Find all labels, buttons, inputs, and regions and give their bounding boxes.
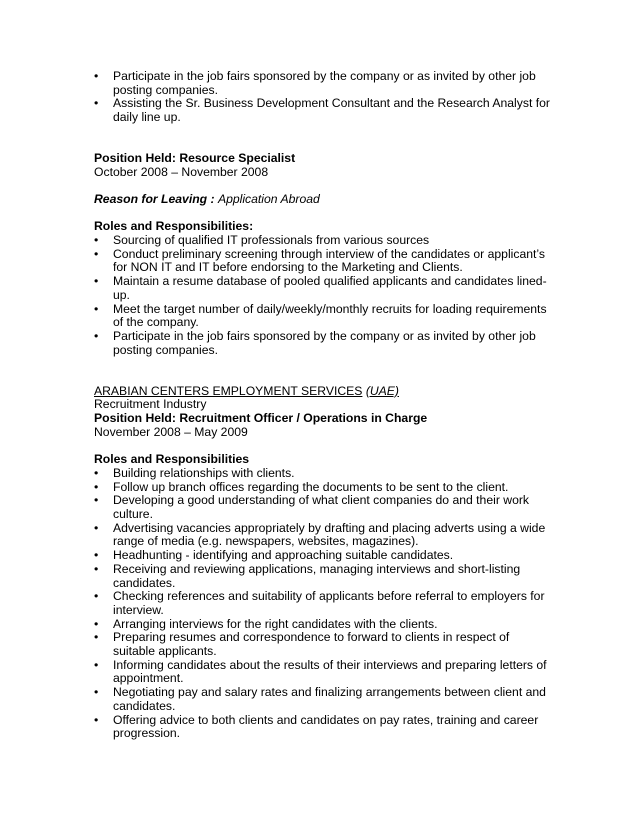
company-location: (UAE) (365, 383, 399, 398)
list-item: • Participate in the job fairs sponsored by the company or as invited by other job posting companies. (94, 70, 554, 97)
list-item: • Assisting the Sr. Business Development Consultant and the Research Analyst for daily line up. (94, 97, 554, 124)
resume-page (94, 70, 554, 741)
list-item: • Advertising vacancies appropriately by drafting and placing adverts using a wide range of media (e.g. newspapers, websites, magazines). (94, 522, 554, 549)
list-item: • Maintain a resume database of pooled qualified applicants and candidates lined-up. (94, 275, 554, 302)
list-item: • Participate in the job fairs sponsored by the company or as invited by other job posting companies. (94, 330, 554, 357)
industry: Recruitment Industry (94, 397, 207, 412)
list-item: • Informing candidates about the results of their interviews and preparing letters of appointment. (94, 659, 554, 686)
list-item: • Headhunting - identifying and approaching suitable candidates. (94, 549, 554, 563)
list-item: • Conduct preliminary screening through interview of the candidates or applicant’s for NON IT and IT before endorsing to the Marketing and Clients. (94, 248, 554, 275)
reason-for-leaving (94, 193, 554, 207)
list-item: • Receiving and reviewing applications, managing interviews and short-listing candidates. (94, 563, 554, 590)
roles-heading: Roles and Responsibilities: (94, 219, 254, 234)
list-item: • Follow up branch offices regarding the documents to be sent to the client. (94, 481, 554, 495)
employment-dates: October 2008 – November 2008 (94, 164, 269, 179)
company-line (94, 385, 554, 399)
list-item: • Arranging interviews for the right candidates with the clients. (94, 618, 554, 632)
bullet-list (94, 70, 554, 125)
list-item: • Preparing resumes and correspondence to forward to clients in respect of suitable applicants. (94, 631, 554, 658)
list-item: • Developing a good understanding of what client companies do and their work culture. (94, 494, 554, 521)
bullet-list (94, 467, 554, 741)
position-title: Position Held: Recruitment Officer / Operations in Charge (94, 411, 428, 426)
employment-dates: November 2008 – May 2009 (94, 424, 248, 439)
list-item: • Meet the target number of daily/weekly/monthly recruits for loading requirements of the company. (94, 303, 554, 330)
reason-value: Application Abroad (217, 191, 320, 206)
list-item: • Offering advice to both clients and candidates on pay rates, training and career progression. (94, 714, 554, 741)
position-title: Position Held: Resource Specialist (94, 150, 296, 165)
list-item: • Negotiating pay and salary rates and finalizing arrangements between client and candidates. (94, 686, 554, 713)
list-item: • Checking references and suitability of applicants before referral to employers for interview. (94, 590, 554, 617)
roles-heading: Roles and Responsibilities (94, 452, 250, 467)
reason-label: Reason for Leaving : (94, 191, 215, 206)
list-item: • Sourcing of qualified IT professionals from various sources (94, 234, 554, 248)
list-item: • Building relationships with clients. (94, 467, 554, 481)
bullet-list (94, 234, 554, 357)
company-name: ARABIAN CENTERS EMPLOYMENT SERVICES (94, 383, 363, 398)
